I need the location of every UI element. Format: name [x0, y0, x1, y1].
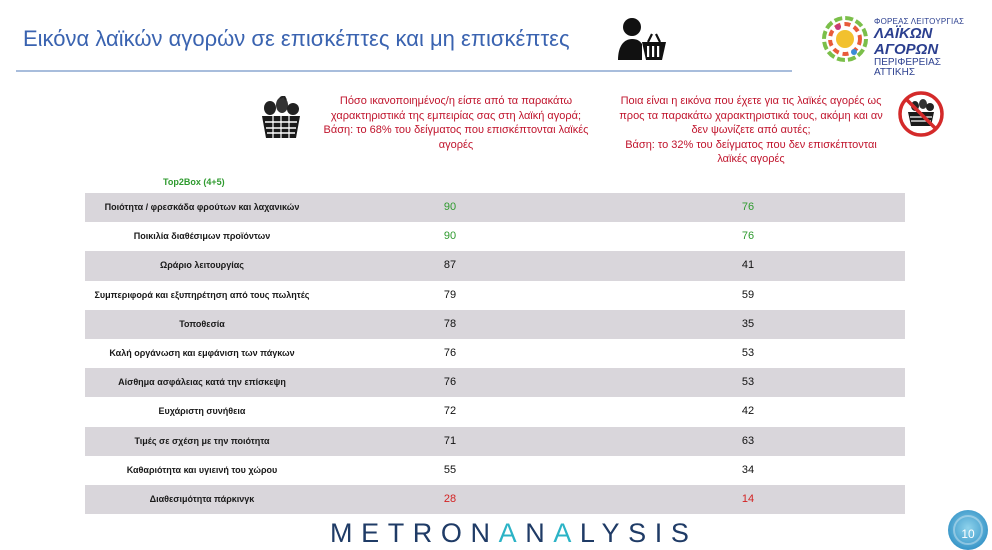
row-label: Ποικιλία διαθέσιμων προϊόντων: [133, 231, 271, 242]
title-divider: [16, 70, 792, 72]
table-row: [85, 281, 905, 310]
produce-basket-icon: [258, 96, 304, 140]
no-basket-icon: [897, 90, 945, 138]
brand-part-2: ANALYSIS: [498, 518, 698, 548]
table-row: [85, 397, 905, 426]
row-label: Ευχάριστη συνήθεια: [158, 406, 246, 417]
page-number: 10: [961, 527, 975, 541]
non-visitors-value: 42: [741, 405, 755, 418]
visitors-value: 78: [443, 317, 457, 330]
visitors-value: 76: [443, 376, 457, 389]
row-label: Καθαριότητα και υγιεινή του χώρου: [126, 464, 278, 475]
table-row: [85, 485, 905, 514]
row-label: Αίσθημα ασφάλειας κατά την επίσκεψη: [118, 377, 286, 388]
visitors-value: 90: [443, 230, 457, 243]
non-visitors-value: 41: [741, 259, 755, 272]
row-label: Τοποθεσία: [179, 318, 225, 329]
non-visitors-value: 53: [741, 376, 755, 389]
non-visitors-value: 59: [741, 288, 755, 301]
row-label: Ποιότητα / φρεσκάδα φρούτων και λαχανικών: [104, 202, 300, 212]
table-row: [85, 222, 905, 251]
organization-logo-text: ΦΟΡΕΑΣ ΛΕΙΤΟΥΡΓΙΑΣ ΛΑΪΚΩΝ ΑΓΟΡΩΝ ΠΕΡΙΦΕΡΕΙΑΣ ΑΤΤΙΚΗΣ: [874, 17, 965, 79]
visitors-value: 72: [443, 405, 457, 418]
results-table: [85, 193, 905, 514]
visitors-column-header: Πόσο ικανοποιημένος/η είστε από τα παρακάτω χαρακτηριστικά της εμπειρίας σας στη λαϊκή αγορά; Βάση: το 68% του δείγματος που επισκέπτονται λαϊκές αγορές: [323, 95, 589, 151]
visitors-value: 76: [443, 346, 457, 359]
table-row: [85, 427, 905, 456]
page-title: Εικόνα λαϊκών αγορών σε επισκέπτες και μη επισκέπτες: [23, 26, 570, 51]
row-label: Ωράριο λειτουργίας: [160, 260, 244, 271]
visitors-value: 87: [443, 259, 457, 272]
non-visitors-value: 76: [741, 201, 755, 213]
table-row: [85, 310, 905, 339]
row-label: Τιμές σε σχέση με την ποιότητα: [134, 435, 270, 446]
row-label: Καλή οργάνωση και εμφάνιση των πάγκων: [109, 347, 295, 358]
non-visitors-value: 53: [741, 346, 755, 359]
non-visitors-value: 63: [741, 434, 755, 447]
non-visitors-value: 76: [741, 230, 755, 243]
row-label: Συμπεριφορά και εξυπηρέτηση από τους πωλητές: [94, 289, 310, 300]
table-row: [85, 339, 905, 368]
visitors-value: 90: [443, 201, 457, 213]
metric-label: Top2Box (4+5): [163, 177, 225, 187]
non-visitors-value: 34: [741, 463, 755, 476]
non-visitors-column-header: Ποια είναι η εικόνα που έχετε για τις λαϊκές αγορές ως προς τα παρακάτω χαρακτηριστικά τους, ακόμη και αν δεν ψωνίζετε από αυτές; Βάση: το 32% του δείγματος που δεν επισκέπτονται λαϊκές αγορές: [619, 95, 883, 165]
visitors-value: 28: [443, 492, 457, 505]
non-visitors-value: 35: [741, 317, 755, 330]
visitors-value: 71: [443, 434, 457, 447]
visitors-value: 79: [443, 288, 457, 301]
non-visitors-value: 14: [741, 492, 755, 505]
user-with-basket-icon: [618, 16, 670, 62]
table-row: [85, 456, 905, 485]
brand-part-1: METRON: [330, 518, 499, 548]
table-row: [85, 368, 905, 397]
visitors-value: 55: [443, 463, 457, 476]
brand-wordmark: [330, 518, 697, 549]
table-row: [85, 251, 905, 280]
table-row: [85, 193, 905, 222]
row-label: Διαθεσιμότητα πάρκινγκ: [149, 493, 255, 504]
